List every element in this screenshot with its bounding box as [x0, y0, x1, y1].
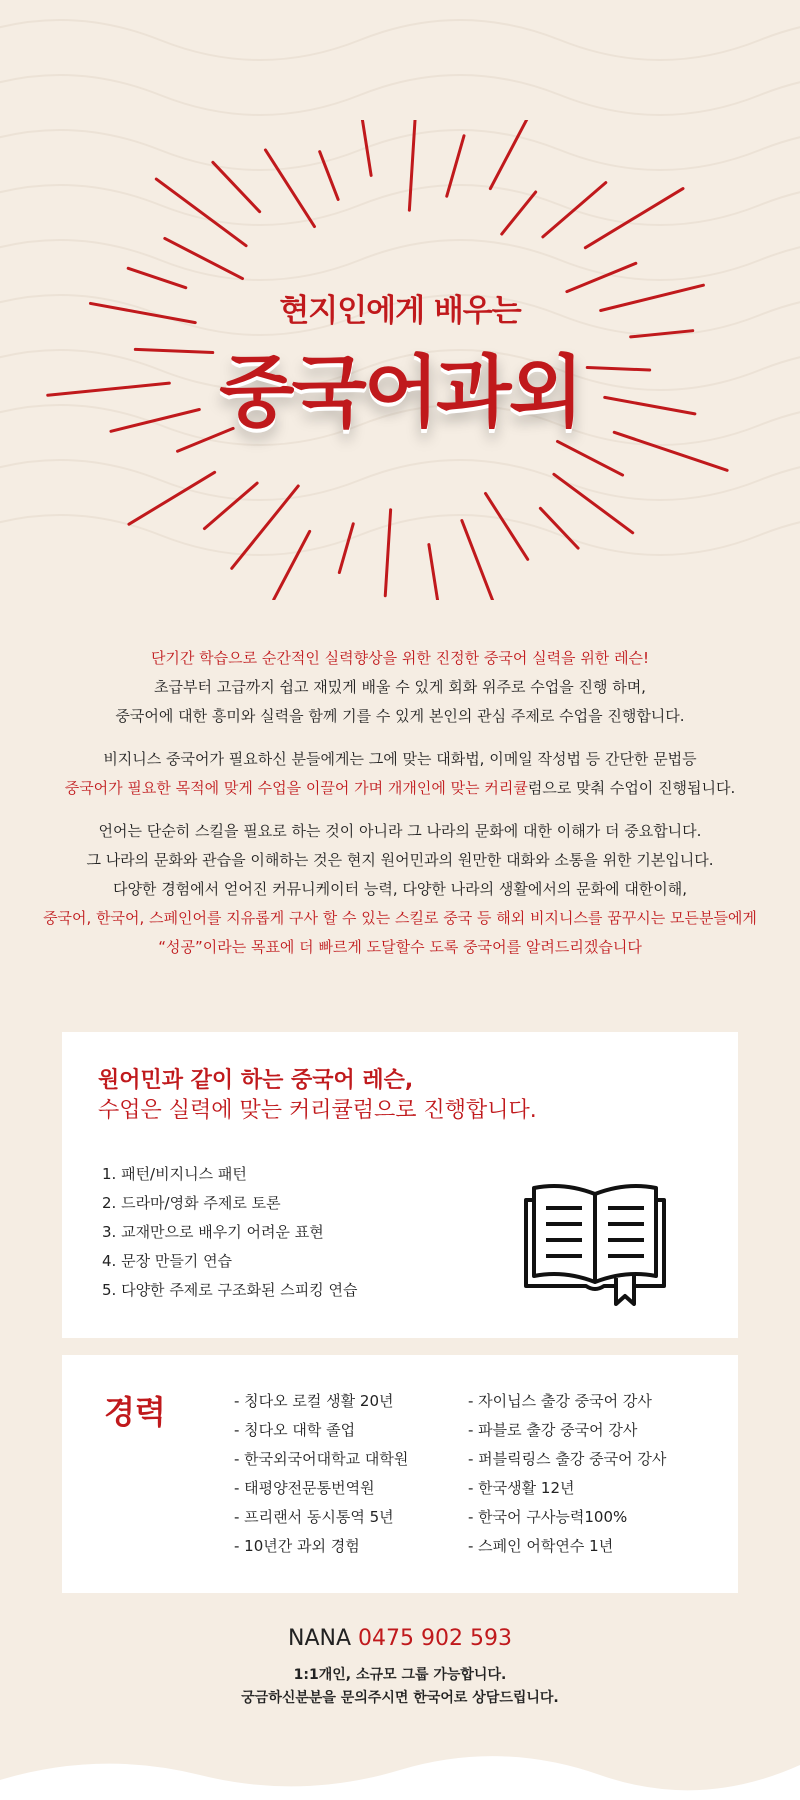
sunburst-ray [339, 524, 353, 573]
curriculum-heading-bold: 원어민과 같이 하는 중국어 레슨, [98, 1068, 414, 1093]
intro-line: 언어는 단순히 스킬을 필요로 하는 것이 아니라 그 나라의 문화에 대한 이해가 더 중요합니다. [98, 822, 702, 840]
sunburst-ray [585, 189, 683, 248]
curriculum-list [102, 1160, 358, 1305]
intro-line: 단기간 학습으로 순간적인 실력향상을 위한 진정한 중국어 실력을 위한 레슨! [150, 649, 650, 667]
hero-title: 중국어과외 [219, 348, 581, 438]
sunburst-ray [543, 183, 606, 237]
contact-note-line: 궁금하신분분을 문의주시면 한국어로 상담드립니다. [241, 1690, 559, 1706]
curriculum-item: 1. 패턴/비지니스 패턴 [102, 1165, 247, 1183]
intro-highlight: 중국어가 필요한 목적에 맞게 수업을 이끌어 가며 개개인에 맞는 커리큘 [64, 779, 528, 797]
open-book-icon [524, 1180, 666, 1306]
sunburst-ray [540, 508, 578, 548]
intro-line-mixed [0, 774, 800, 803]
sunburst-ray [213, 162, 260, 211]
career-item: - 프리랜서 동시통역 5년 [234, 1508, 394, 1526]
contact-name: NANA [288, 1626, 352, 1651]
career-item: - 칭다오 대학 졸업 [234, 1421, 356, 1439]
contact-phone[interactable]: 0475 902 593 [358, 1626, 512, 1651]
curriculum-item: 5. 다양한 주제로 구조화된 스피킹 연습 [102, 1281, 358, 1299]
intro-section [0, 644, 800, 976]
sunburst-ray [265, 150, 314, 227]
intro-line: 중국어에 대한 흥미와 실력을 함께 기를 수 있게 본인의 관심 주제로 수업을 진행합니다. [115, 707, 685, 725]
sunburst-ray [360, 120, 371, 175]
intro-line: 비지니스 중국어가 필요하신 분들에게는 그에 맞는 대화법, 이메일 작성법 등 간단한 문법등 [103, 750, 697, 768]
career-item: - 한국생활 12년 [468, 1479, 575, 1497]
curriculum-item: 4. 문장 만들기 연습 [102, 1252, 233, 1270]
career-title: 경력 [104, 1393, 166, 1431]
sunburst-ray [429, 545, 439, 600]
career-card [62, 1355, 738, 1593]
intro-line: 다양한 경험에서 얻어진 커뮤니케이터 능력, 다양한 나라의 생활에서의 문화에 대한이해, [112, 880, 688, 898]
career-list-right [468, 1387, 666, 1561]
sunburst-ray [462, 521, 498, 600]
sunburst-ray [447, 136, 464, 196]
sunburst-ray [490, 120, 532, 189]
career-item: - 파블로 출강 중국어 강사 [468, 1421, 638, 1439]
career-item: - 10년간 과외 경험 [234, 1537, 360, 1555]
career-item: - 태평양전문통번역원 [234, 1479, 375, 1497]
sunburst-ray [320, 152, 338, 200]
sunburst-ray [204, 483, 257, 528]
career-item: - 자이닙스 출강 중국어 강사 [468, 1392, 652, 1410]
sunburst-ray [557, 441, 622, 475]
contact-note-line: 1:1개인, 소규모 그룹 가능합니다. [293, 1667, 507, 1683]
sunburst-ray [274, 531, 310, 599]
curriculum-heading [98, 1066, 537, 1126]
career-item: - 한국어 구사능력100% [468, 1508, 628, 1526]
intro-line: 그 나라의 문화와 관습을 이해하는 것은 현지 원어민과의 원만한 대화와 소통을 위한 기본입니다. [86, 851, 714, 869]
sunburst-ray [156, 179, 246, 246]
contact-note [0, 1664, 800, 1710]
sunburst-ray [385, 510, 390, 596]
sunburst-ray [129, 472, 215, 524]
career-item: - 퍼블릭링스 출강 중국어 강사 [468, 1450, 667, 1468]
curriculum-item: 2. 드라마/영화 주제로 토론 [102, 1194, 281, 1212]
sunburst-ray [554, 474, 633, 533]
career-list-left [234, 1387, 408, 1561]
sunburst-ray [502, 192, 536, 234]
curriculum-heading-light: 수업은 실력에 맞는 커리큘럼으로 진행합니다. [98, 1098, 537, 1123]
bottom-wave-decoration [0, 1720, 800, 1800]
intro-line: 중국어, 한국어, 스페인어를 지유롭게 구사 할 수 있는 스킬로 중국 등 해외 비지니스를 꿈꾸시는 모든분들에게 [43, 909, 757, 927]
career-item: - 칭다오 로컬 생활 20년 [234, 1392, 394, 1410]
career-item: - 스페인 어학연수 1년 [468, 1537, 614, 1555]
intro-line: “성공”이라는 목표에 더 빠르게 도달할수 도록 중국어를 알려드리겠습니다 [158, 938, 642, 956]
career-item: - 한국외국어대학교 대학원 [234, 1450, 409, 1468]
sunburst-ray [409, 120, 415, 210]
curriculum-card [62, 1032, 738, 1338]
sunburst-ray [486, 493, 528, 559]
contact-line [0, 1626, 800, 1651]
curriculum-item: 3. 교재만으로 배우기 어려운 표현 [102, 1223, 324, 1241]
hero-subtitle: 현지인에게 배우는 [279, 293, 521, 329]
intro-text: 럼으로 맞춰 수업이 진행됩니다. [527, 779, 736, 797]
intro-line: 초급부터 고급까지 쉽고 재밌게 배울 수 있게 회화 위주로 수업을 진행 하며, [154, 678, 646, 696]
sunburst-ray [165, 238, 243, 278]
